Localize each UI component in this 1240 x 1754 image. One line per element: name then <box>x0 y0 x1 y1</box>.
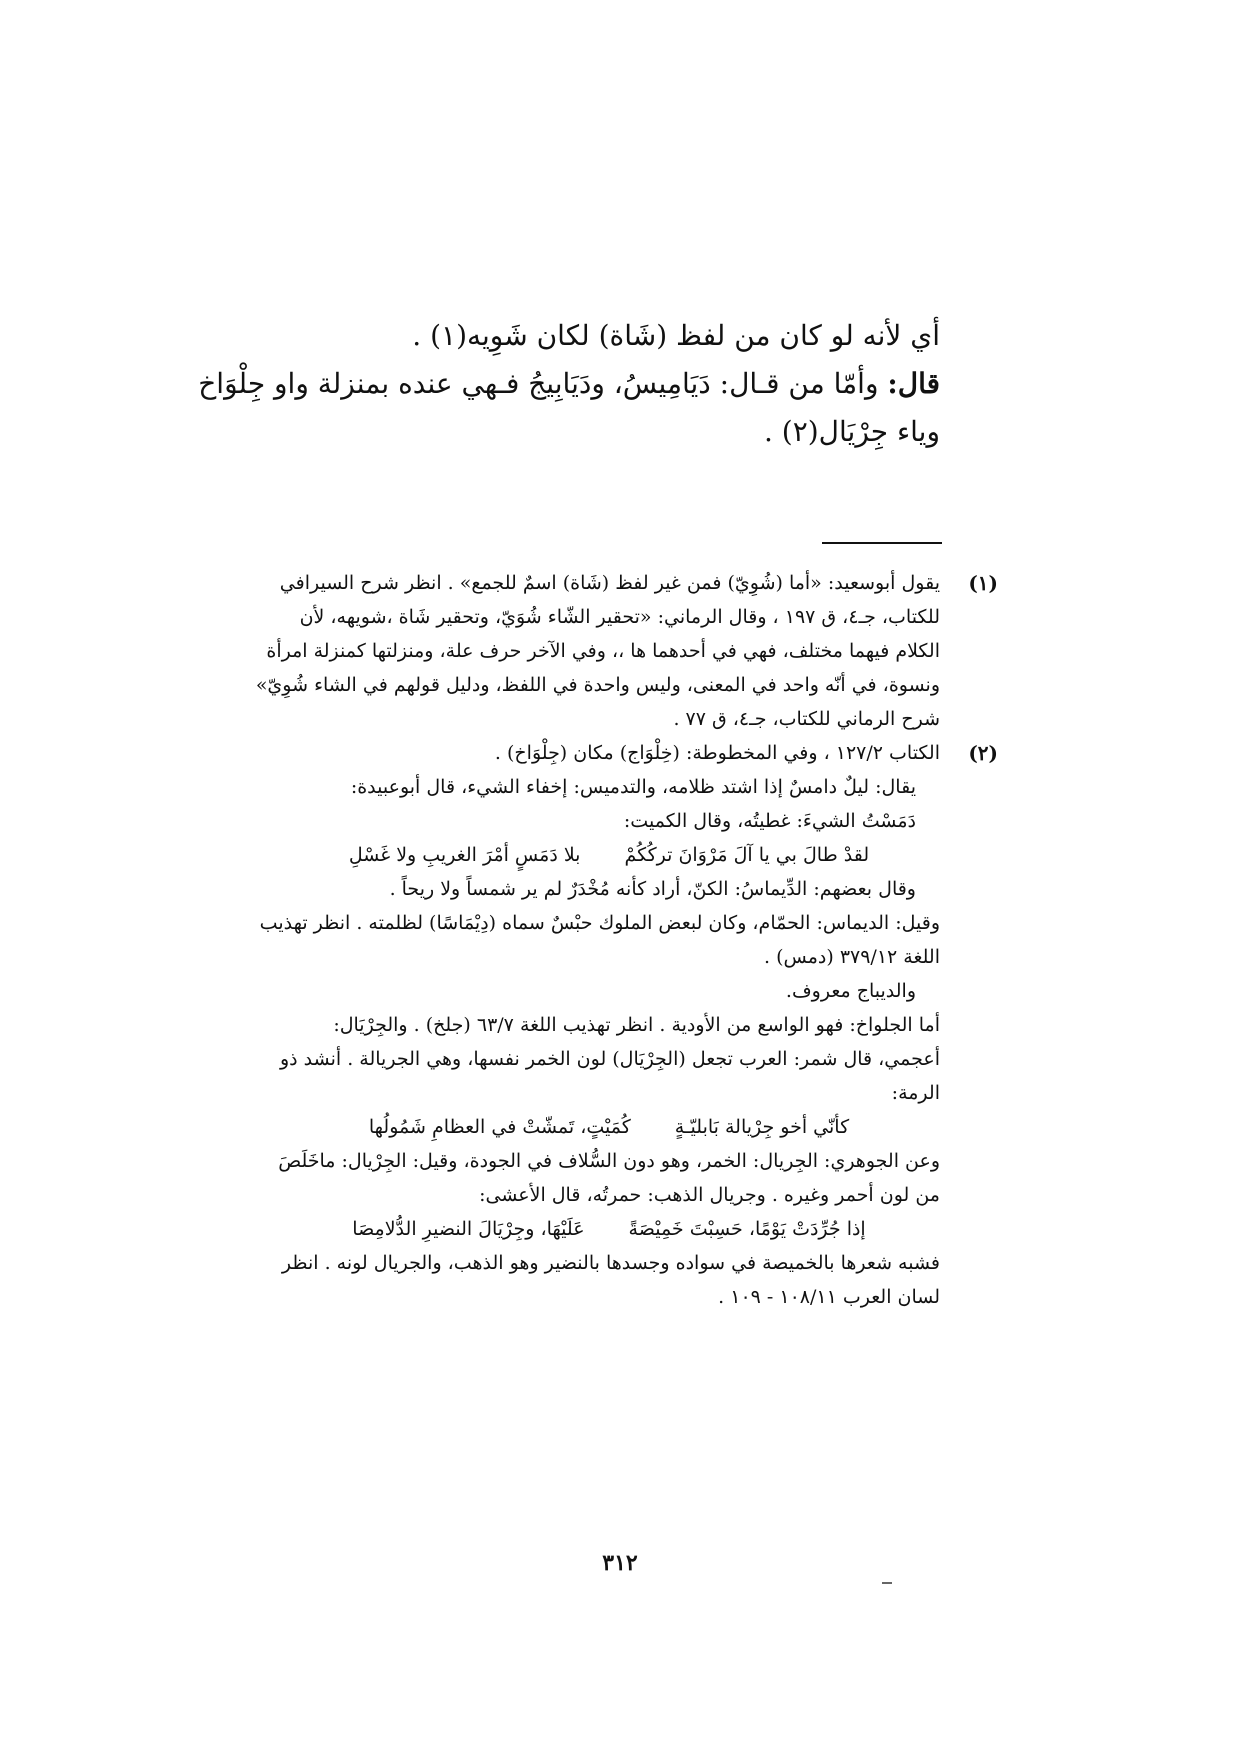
verse-hemistich-right: كأنّي أخو جِرْيالة بَابليّـةٍ <box>674 1116 850 1138</box>
footnote-1-line: شرح الرماني للكتاب، جـ٤، ق ٧٧ . <box>673 708 940 730</box>
footnote-1-line: للكتاب، جـ٤، ق ١٩٧ ، وقال الرماني: «تحقير الشّاء شُوَيّ، وتحقير شَاة ،شويهه، لأن <box>299 606 940 628</box>
footnote-2-line: وقال بعضهم: الدِّيماسُ: الكنّ، أراد كأنه مُخْدَرٌ لم ير شمساً ولا ريحاً . <box>389 878 916 900</box>
footnote-1-line: الكلام فيهما مختلف، فهي في أحدهما ها ،، وفي الآخر حرف علة، ومنزلتها كمنزلة امرأة <box>266 640 940 662</box>
footnote-2-first-line: الكتاب ١٢٧/٢ ، وفي المخطوطة: (خِلْوَاج) مكان (جِلْوَاخ) . <box>494 742 940 764</box>
qala-label: قال: <box>887 367 940 400</box>
main-text-line-2-rest: وأمّا من قـال: دَيَامِيسُ، ودَيَابِيجُ فـهي عنده بمنزلة واو جِلْوَاخ <box>198 367 888 400</box>
page-number: ٣١٢ <box>602 1550 638 1576</box>
footnote-2-line: فشبه شعرها بالخميصة في سواده وجسدها بالنضير وهو الذهب، والجريال لونه . انظر <box>281 1252 940 1274</box>
verse-asha <box>278 1212 940 1246</box>
footnote-2-line: أعجمي، قال شمر: العرب تجعل (الجِرْيَال) لون الخمر نفسها، وهي الجريالة . أنشد ذو <box>280 1048 940 1070</box>
verse-kumait <box>278 838 940 872</box>
verse-dhu-rumma <box>278 1110 940 1144</box>
footnote-separator <box>822 542 942 544</box>
verse-hemistich-left: بلا دَمَسٍ أمْرَ الغريبِ ولا غَسْلِ <box>348 844 581 866</box>
footnote-2-line: الرمة: <box>891 1082 940 1104</box>
footnote-2-line: لسان العرب ١٠٨/١١ - ١٠٩ . <box>718 1286 940 1308</box>
footnote-2-line: والديباج معروف. <box>785 980 916 1002</box>
main-text <box>198 312 940 456</box>
footnote-2-line: من لون أحمر وغيره . وجريال الذهب: حمرتُه، قال الأعشى: <box>479 1184 940 1206</box>
verse-hemistich-left: كُمَيْتٍ، تَمشّتْ في العظامِ شَمُولُها <box>368 1116 631 1138</box>
main-text-line-2 <box>198 360 940 408</box>
footnote-2-line: أما الجلواخ: فهو الواسع من الأودية . انظر تهذيب اللغة ٦٣/٧ (جلخ) . والجِرْيَال: <box>333 1014 940 1036</box>
footnote-1-line: يقول أبوسعيد: «أما (شُوِيّ) فمن غير لفظ (شَاة) اسمٌ للجمع» . انظر شرح السيرافي <box>279 572 940 594</box>
footnotes <box>255 566 998 1314</box>
footnote-2-line: يقال: ليلٌ دامسٌ إذا اشتد ظلامه، والتدميس: إخفاء الشيء، قال أبوعبيدة: <box>350 776 916 798</box>
scan-speck <box>882 1582 892 1584</box>
verse-hemistich-right: لقدْ طالَ بي يا آلَ مَرْوَانَ تركُكُمْ <box>624 844 870 866</box>
footnote-1-number: (١) <box>968 571 998 595</box>
verse-hemistich-left: عَلَيْهَا، وجِرْيَالَ النضيرِ الدُّلامِصَا <box>352 1218 585 1240</box>
footnote-2-line: اللغة ٣٧٩/١٢ (دمس) . <box>764 946 940 968</box>
footnote-2-number: (٢) <box>968 741 998 765</box>
main-text-line-3: وياء جِرْيَال(٢) . <box>763 415 940 448</box>
footnote-2-line: وعن الجوهري: الجِريال: الخمر، وهو دون السُّلاف في الجودة، وقيل: الجِرْيال: ماخَلَصَ <box>278 1150 940 1172</box>
footnote-2-line: دَمَسْتُ الشيءَ: غطيتُه، وقال الكميت: <box>623 810 916 832</box>
footnote-2-line: وقيل: الديماس: الحمّام، وكان لبعض الملوك حبْسٌ سماه (دِيْمَاسًا) لظلمته . انظر تهذيب <box>259 912 940 934</box>
main-text-line-1: أي لأنه لو كان من لفظ (شَاة) لكان شَوِيه(١) . <box>412 319 940 352</box>
footnote-1-line: ونسوة، في أنّه واحد في المعنى، وليس واحدة في اللفظ، ودليل قولهم في الشاء شُوِيّ» <box>255 674 940 696</box>
footnote-2 <box>259 736 998 1314</box>
verse-hemistich-right: إذا جُرِّدَتْ يَوْمًا، حَسِبْتَ خَمِيْصَةً <box>628 1218 866 1240</box>
footnote-1 <box>255 566 998 736</box>
